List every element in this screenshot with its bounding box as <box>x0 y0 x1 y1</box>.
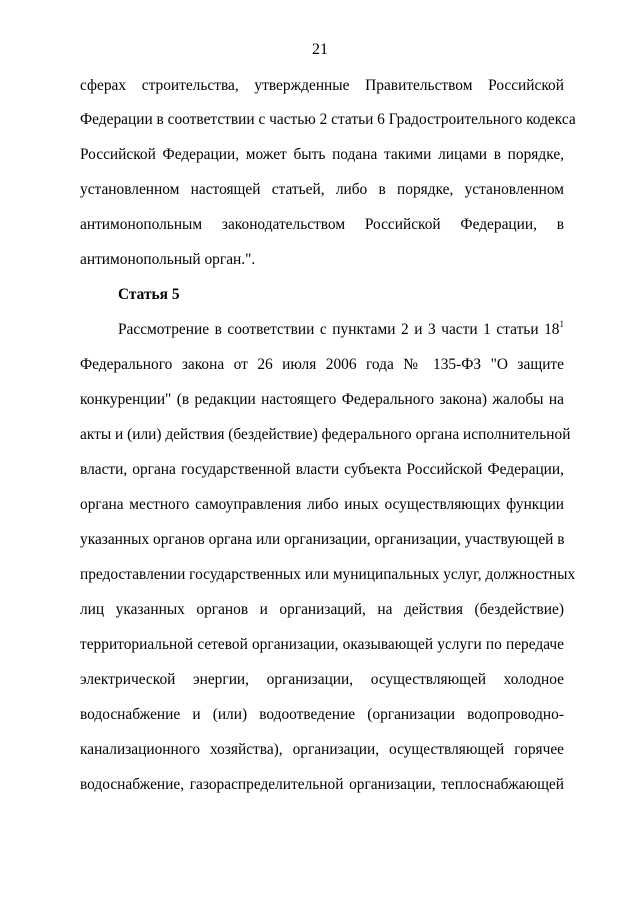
article-heading: Статья 5 <box>118 286 180 303</box>
text-line: Российской Федерации, может быть подана такими лицами в порядке, <box>80 146 564 163</box>
text-line: установленном настоящей статьей, либо в порядке, установленном <box>80 181 564 198</box>
page-number: 21 <box>312 41 328 58</box>
text-line: власти, органа государственной власти субъекта Российской Федерации, <box>80 461 564 478</box>
text-line: акты и (или) действия (бездействие) федерального органа исполнительной <box>80 426 571 443</box>
text-line: территориальной сетевой организации, оказывающей услуги по передаче <box>80 636 564 653</box>
text-line: водоснабжение, газораспределительной организации, теплоснабжающей <box>80 776 564 793</box>
text-line-main: Рассмотрение в соответствии с пунктами 2 и 3 части 1 статьи 18 <box>118 321 560 338</box>
text-line: Федерального закона от 26 июля 2006 года № 135-ФЗ "О защите <box>80 356 564 373</box>
text-line: антимонопольный орган.". <box>80 251 256 268</box>
superscript: 1 <box>559 319 564 329</box>
text-line: указанных органов органа или организации, организации, участвующей в <box>80 531 565 548</box>
text-line: водоснабжение и (или) водоотведение (организации водопроводно- <box>80 706 564 723</box>
text-line: сферах строительства, утвержденные Правительством Российской <box>80 77 564 94</box>
text-line: предоставлении государственных или муниципальных услуг, должностных <box>80 566 576 583</box>
text-line: канализационного хозяйства), организации, осуществляющей горячее <box>80 741 564 758</box>
text-line: электрической энергии, организации, осуществляющей холодное <box>80 671 564 688</box>
text-line-first <box>118 320 564 340</box>
text-line: Федерации в соответствии с частью 2 статьи 6 Градостроительного кодекса <box>80 111 576 128</box>
text-line: антимонопольным законодательством Российской Федерации, в <box>80 216 564 233</box>
text-line: органа местного самоуправления либо иных осуществляющих функции <box>80 496 564 513</box>
text-line: конкуренции" (в редакции настоящего Федерального закона) жалобы на <box>80 391 564 408</box>
text-line: лиц указанных органов и организаций, на действия (бездействие) <box>80 601 564 618</box>
